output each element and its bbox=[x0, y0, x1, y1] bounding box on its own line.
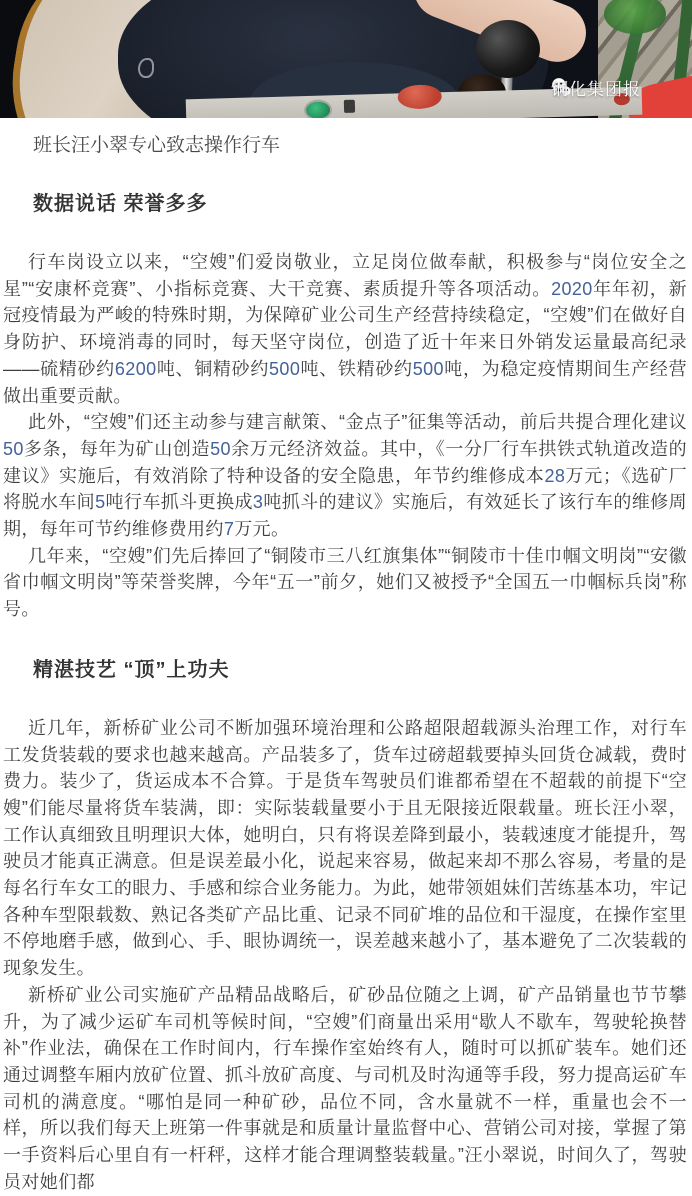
article-paragraph: 行车岗设立以来，“空嫂”们爱岗敬业，立足岗位做奉献，积极参与“岗位安全之星”“安康杯竞赛”、小指标竞赛、大干竞赛、素质提升等各项活动。2020年年初，新冠疫情最为严峻的特殊时期，为保障矿业公司生产经营持续稳定，“空嫂”们在做好自身防护、环境消毒的同时，每天坚守岗位，创造了近十年来日外销发运量最高纪录——硫精砂约6200吨、铜精砂约500吨、铁精砂约500吨，为稳定疫情期间生产经营做出重要贡献。 bbox=[3, 252, 687, 406]
article-body bbox=[0, 187, 692, 1196]
photo-caption: 班长汪小翠专心致志操作行车 bbox=[33, 135, 281, 156]
numeral: 500 bbox=[269, 358, 301, 379]
numeral: 2020 bbox=[551, 278, 593, 299]
article-paragraph: 此外，“空嫂”们还主动参与建言献策、“金点子”征集等活动，前后共提合理化建议50多条，每年为矿山创造50余万元经济效益。其中，《一分厂行车拱铁式轨道改造的建议》实施后，有效消除了特种设备的安全隐患，年节约维修成本28万元；《选矿厂将脱水车间5吨行车抓斗更换成3吨抓斗的建议》实施后，有效延长了该行车的维修周期，每年可节约维修费用约7万元。 bbox=[3, 412, 688, 540]
numeral: 3 bbox=[252, 492, 264, 513]
photo-panel-switch bbox=[344, 100, 355, 113]
section-paragraphs bbox=[3, 715, 687, 1196]
numeral: 500 bbox=[412, 358, 444, 379]
photo-green-button bbox=[304, 99, 333, 118]
article-paragraph: 几年来，“空嫂”们先后捧回了“铜陵市三八红旗集体”“铜陵市十佳巾帼文明岗”“安徽省巾帼文明岗”等荣誉奖牌，今年“五一”前夕，她们又被授予“全国五一巾帼标兵岗”称号。 bbox=[3, 545, 687, 620]
crane-operator-photo bbox=[0, 0, 692, 118]
numeral: 5 bbox=[95, 492, 106, 513]
numeral: 50 bbox=[210, 438, 231, 459]
watermark bbox=[551, 77, 641, 99]
numeral: 28 bbox=[544, 465, 566, 486]
photo-red-knob bbox=[397, 84, 442, 109]
section-heading: 数据说话 荣誉多多 bbox=[33, 193, 208, 215]
photo-zipper-pull bbox=[138, 58, 154, 78]
watermark-text: 铜化集团报 bbox=[551, 79, 641, 99]
article-paragraph: 新桥矿业公司实施矿产品精品战略后，矿砂品位随之上调，矿产品销量也节节攀升，为了减少运矿车司机等候时间，“空嫂”们商量出采用“歇人不歇车，驾驶轮换替补”作业法，确保在工作时间内，行车操作室始终有人，随时可以抓矿装车。她们还通过调整车厢内放矿位置、抓斗放矿高度、与司机及时沟通等手段，努力提高运矿车司机的满意度。“哪怕是同一种矿砂，品位不同，含水量就不一样，重量也会不一样，所以我们每天上班第一件事就是和质量计量监督中心、营销公司对接，掌握了第一手资料后心里自有一杆秤，这样才能合理调整装载量。”汪小翠说，时间久了，驾驶员对她们都 bbox=[3, 984, 687, 1192]
article-section-honors bbox=[3, 187, 687, 623]
section-heading: 精湛技艺 “顶”上功夫 bbox=[33, 658, 230, 681]
numeral: 50 bbox=[3, 438, 24, 459]
article-section-skills bbox=[3, 653, 687, 1196]
section-paragraphs bbox=[3, 249, 687, 623]
photo-lever-knob bbox=[476, 20, 540, 78]
numeral: 7 bbox=[223, 519, 235, 540]
article-paragraph: 近几年，新桥矿业公司不断加强环境治理和公路超限超载源头治理工作，对行车工发货装载的要求也越来越高。产品装多了，货车过磅超载要掉头回货仓减载，费时费力。装少了，货运成本不合算。于是货车驾驶员们谁都希望在不超载的前提下“空嫂”们能尽量将货车装满，即：实际装载量要小于且无限接近限载量。班长汪小翠，工作认真细致且明理识大体，她明白，只有将误差降到最小，装载速度才能提升，驾驶员才能真正满意。但是误差最小化，说起来容易，做起来却不那么容易，考量的是每名行车女工的眼力、手感和综合业务能力。为此，她带领姐妹们苦练基本功，牢记各种车型限载数、熟记各类矿产品比重、记录不同矿堆的品位和干湿度，在操作室里不停地磨手感，做到心、手、眼协调统一，误差越来越小了，基本避免了二次装载的现象发生。 bbox=[3, 717, 687, 979]
numeral: 6200 bbox=[114, 358, 157, 379]
